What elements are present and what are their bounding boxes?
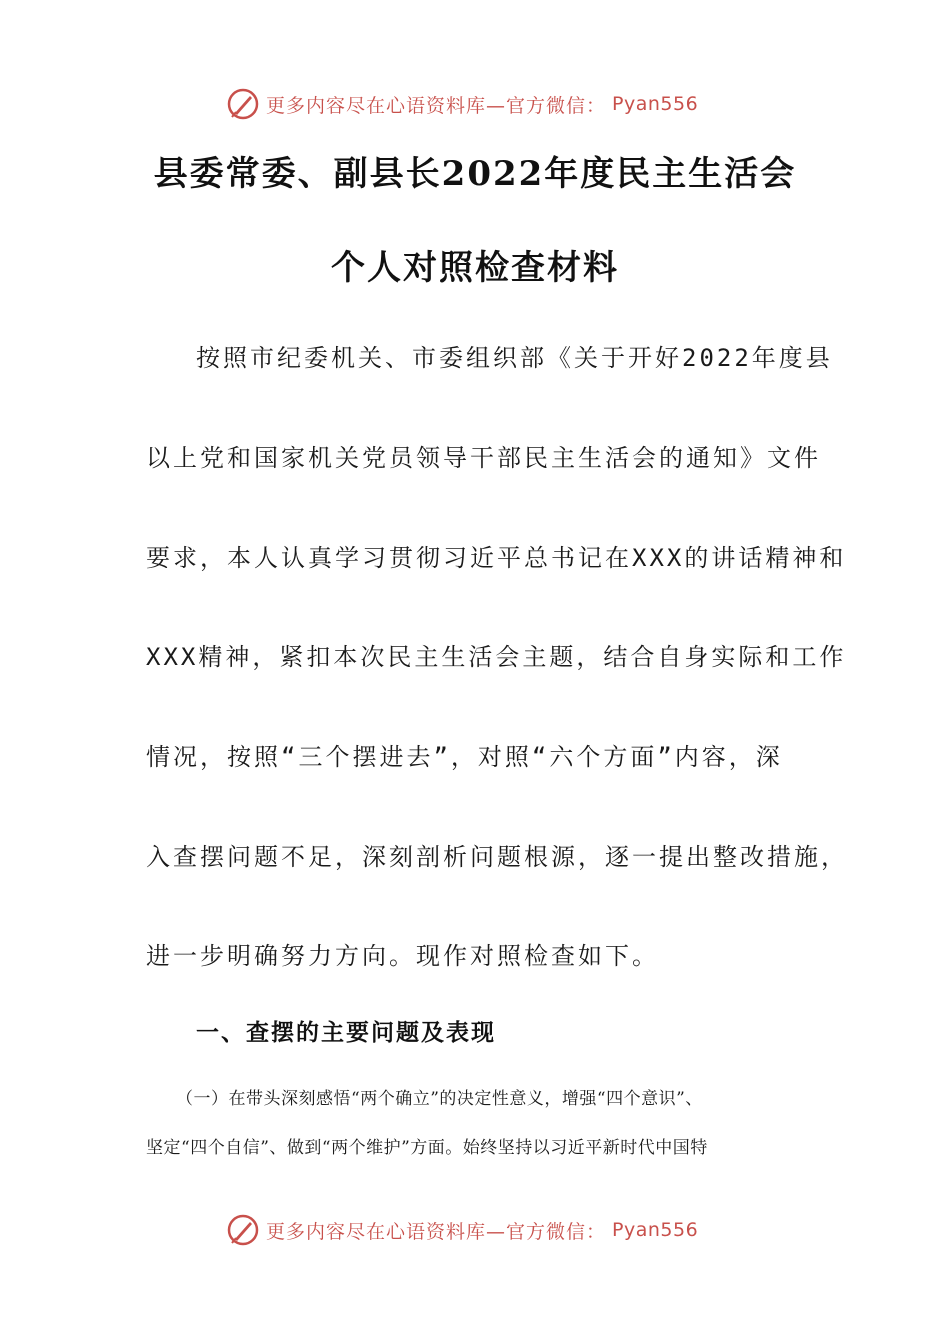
- body-line: XXX精神，紧扣本次民主生活会主题，结合自身实际和工作: [146, 643, 847, 671]
- watermark-wechat-id: Pyan556: [612, 93, 699, 115]
- body-line: 进一步明确努力方向。现作对照检查如下。: [146, 942, 659, 970]
- watermark-text: 更多内容尽在心语资料库—官方微信：: [266, 94, 607, 117]
- body-line: 按照市纪委机关、市委组织部《关于开好2022年度县: [196, 344, 833, 372]
- watermark-text: 更多内容尽在心语资料库—官方微信：: [266, 1220, 607, 1243]
- body-line: 情况，按照“三个摆进去”，对照“六个方面”内容，深: [146, 743, 783, 771]
- section-heading: 一、查摆的主要问题及表现: [196, 1020, 496, 1046]
- quill-logo-icon: [226, 1213, 260, 1247]
- section-line: （一）在带头深刻感悟“两个确立”的决定性意义，增强“四个意识”、: [176, 1089, 703, 1109]
- document-title-line-2: 个人对照检查材料: [331, 248, 619, 288]
- body-line: 以上党和国家机关党员领导干部民主生活会的通知》文件: [146, 444, 821, 472]
- body-line: 入查摆问题不足，深刻剖析问题根源，逐一提出整改措施，: [146, 843, 848, 871]
- document-title-line-1: 县委常委、副县长2022年度民主生活会: [153, 154, 797, 194]
- quill-logo-icon: [226, 87, 260, 121]
- section-line: 坚定“四个自信”、做到“两个维护”方面。始终坚持以习近平新时代中国特: [146, 1138, 708, 1158]
- watermark-footer: [226, 1212, 698, 1248]
- body-line: 要求，本人认真学习贯彻习近平总书记在XXX的讲话精神和: [146, 544, 847, 572]
- watermark-header: [226, 86, 698, 122]
- watermark-wechat-id: Pyan556: [612, 1219, 699, 1241]
